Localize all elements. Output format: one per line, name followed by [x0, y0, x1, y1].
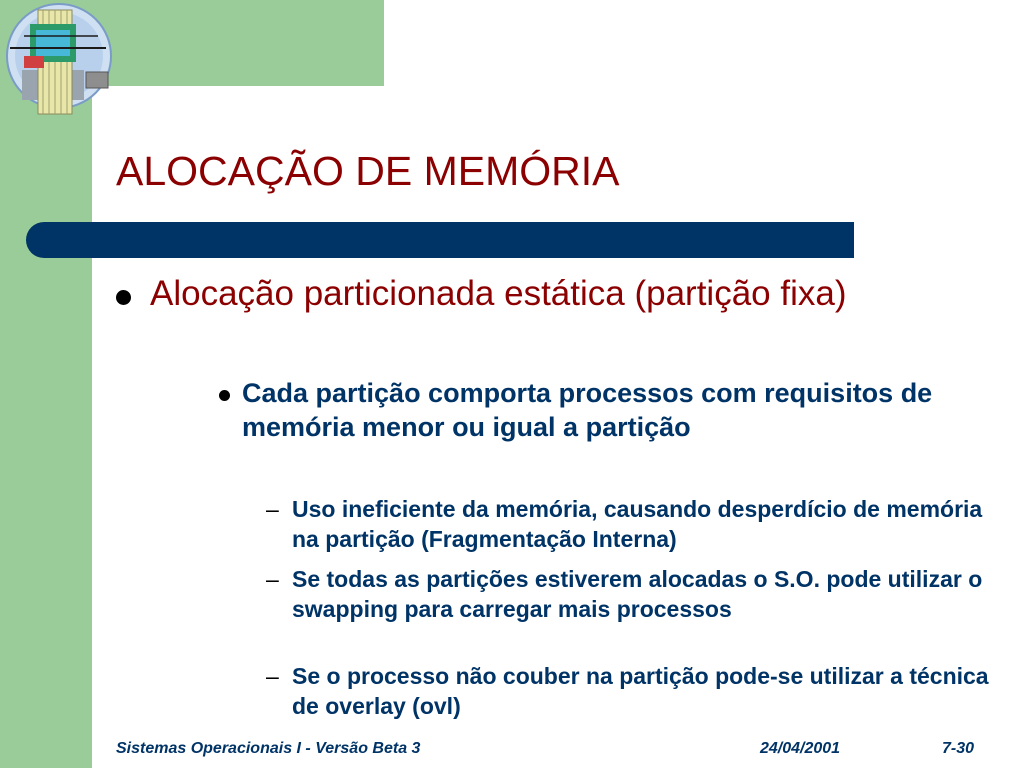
course-logo: [2, 2, 116, 120]
dash-marker: –: [266, 663, 279, 689]
bullet-dot-level1: [116, 290, 131, 305]
title-underline-bar: [26, 222, 854, 258]
bullet-level3-item: Se o processo não couber na partição pode-se utilizar a técnica de overlay (ovl): [292, 663, 989, 719]
bullet-level3-item: Se todas as partições estiverem alocadas o S.O. pode utilizar o swapping para carregar mais processos: [292, 566, 983, 622]
dash-marker: –: [266, 566, 279, 592]
dash-marker: –: [266, 496, 279, 522]
bullet-level3-item: Uso ineficiente da memória, causando desperdício de memória na partição (Fragmentação Interna): [292, 496, 983, 552]
footer-course: Sistemas Operacionais I - Versão Beta 3: [116, 740, 421, 757]
slide-title: ALOCAÇÃO DE MEMÓRIA: [116, 148, 620, 194]
bullet-dot-level2: [219, 390, 230, 401]
footer-page-number: 7-30: [942, 740, 975, 757]
bullet-level2: Cada partição comporta processos com requisitos de memória menor ou igual a partição: [242, 378, 933, 442]
footer-date: 24/04/2001: [760, 740, 841, 757]
bullet-level1: Alocação particionada estática (partição fixa): [150, 274, 847, 313]
